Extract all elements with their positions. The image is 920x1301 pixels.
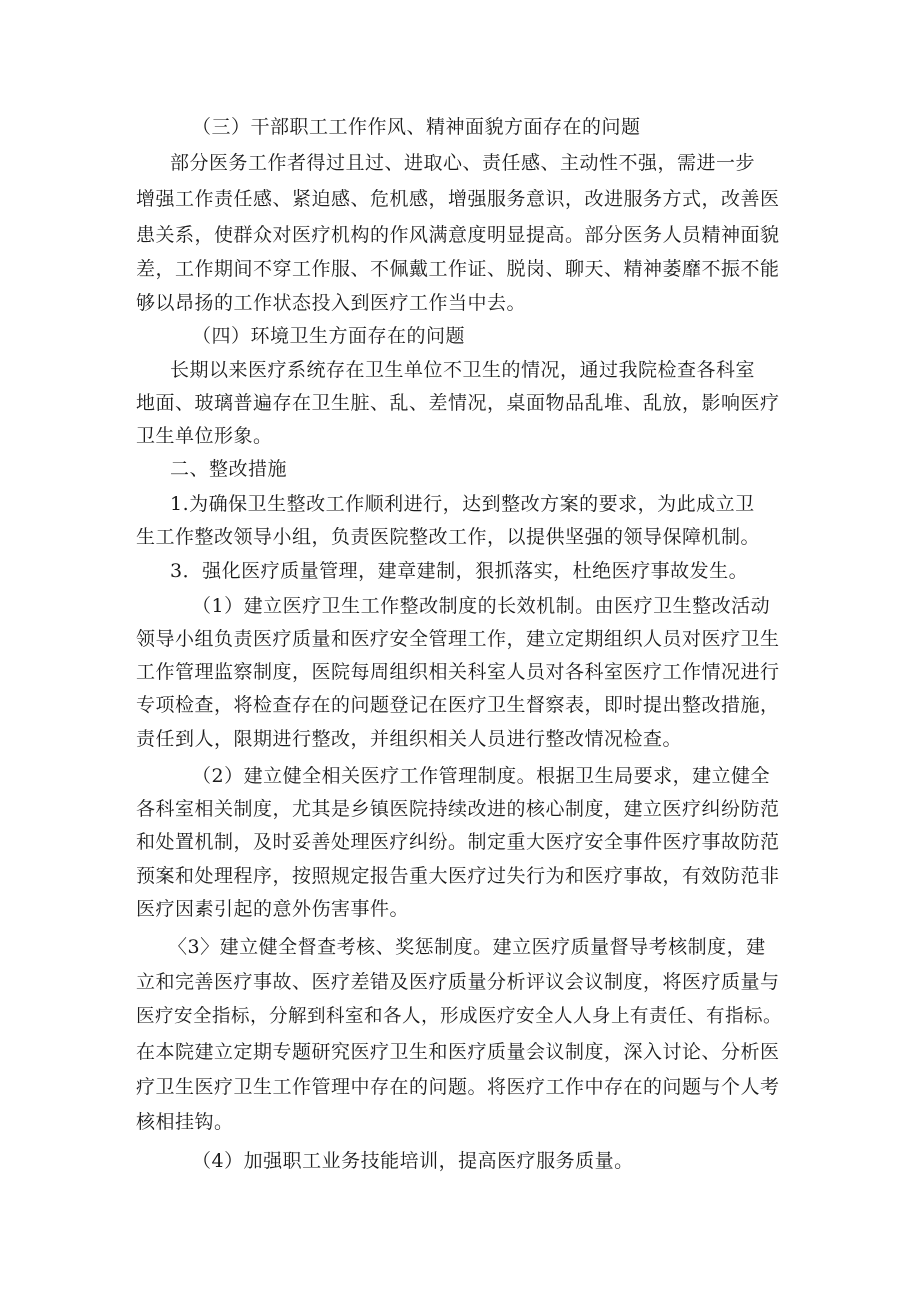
sub-1-line-2: 领导小组负责医疗质量和医疗安全管理工作，建立定期组织人员对医疗卫生 xyxy=(136,628,780,650)
sub-3-line-1: 〈3〉建立健全督查考核、奖惩制度。建立医疗质量督导考核制度，建 xyxy=(168,936,766,958)
heading-section-4: （四）环境卫生方面存在的问题 xyxy=(192,325,466,347)
sub-1-line-5: 责任到人，限期进行整改，并组织相关人员进行整改情况检查。 xyxy=(136,728,683,750)
paragraph-3-line-1: 部分医务工作者得过且过、进取心、责任感、主动性不强，需进一步 xyxy=(170,152,756,174)
paragraph-4-line-1: 长期以来医疗系统存在卫生单位不卫生的情况，通过我院检查各科室 xyxy=(170,359,756,381)
sub-3-line-4: 在本院建立定期专题研究医疗卫生和医疗质量会议制度，深入讨论、分析医 xyxy=(136,1041,780,1063)
sub-1-line-3: 工作管理监察制度，医院每周组织相关科室人员对各科室医疗工作情况进行 xyxy=(136,661,780,683)
sub-2-line-1: （2）建立健全相关医疗工作管理制度。根据卫生局要求，建立健全 xyxy=(192,765,771,787)
sub-3-line-5: 疗卫生医疗卫生工作管理中存在的问题。将医疗工作中存在的问题与个人考 xyxy=(136,1076,780,1098)
sub-3-line-3: 医疗安全指标，分解到科室和各人，形成医疗安全人人身上有责任、有指标。 xyxy=(136,1006,783,1027)
paragraph-4-line-2: 地面、玻璃普遍存在卫生脏、乱、差情况，桌面物品乱堆、乱放，影响医疗 xyxy=(136,392,780,414)
sub-2-line-4: 预案和处理程序，按照规定报告重大医疗过失行为和医疗事故，有效防范非 xyxy=(136,865,780,887)
sub-2-line-3: 和处置机制，及时妥善处理医疗纠纷。制定重大医疗安全事件医疗事故防范 xyxy=(136,831,780,853)
sub-1-line-1: （1）建立医疗卫生工作整改制度的长效机制。由医疗卫生整改活动 xyxy=(192,595,771,617)
sub-4: （4）加强职工业务技能培训，提高医疗服务质量。 xyxy=(192,1150,634,1172)
paragraph-4-line-3: 卫生单位形象。 xyxy=(136,425,273,447)
item-1-line-1: 1.为确保卫生整改工作顺利进行，达到整改方案的要求，为此成立卫 xyxy=(170,493,755,515)
sub-1-line-4: 专项检查，将检查存在的问题登记在医疗卫生督察表，即时提出整改措施， xyxy=(136,694,780,716)
paragraph-3-line-3: 患关系，使群众对医疗机构的作风满意度明显提高。部分医务人员精神面貌 xyxy=(136,224,780,246)
sub-2-line-2: 各科室相关制度，尤其是乡镇医院持续改进的核心制度，建立医疗纠纷防范 xyxy=(136,798,780,820)
item-1-line-2: 生工作整改领导小组，负责医院整改工作，以提供坚强的领导保障机制。 xyxy=(136,526,761,548)
sub-3-line-2: 立和完善医疗事故、医疗差错及医疗质量分析评议会议制度，将医疗质量与 xyxy=(136,971,780,993)
sub-2-line-5: 医疗因素引起的意外伤害事件。 xyxy=(136,898,410,920)
paragraph-3-line-4: 差，工作期间不穿工作服、不佩戴工作证、脱岗、聊天、精神萎靡不振不能 xyxy=(136,258,780,280)
paragraph-3-line-5: 够以昂扬的工作状态投入到医疗工作当中去。 xyxy=(136,292,527,314)
paragraph-3-line-2: 增强工作责任感、紧迫感、危机感，增强服务意识，改进服务方式，改善医 xyxy=(136,188,780,210)
item-3: 3．强化医疗质量管理，建章建制，狠抓落实，杜绝医疗事故发生。 xyxy=(170,560,749,582)
heading-measures: 二、整改措施 xyxy=(170,458,288,480)
sub-3-line-6: 核相挂钩。 xyxy=(136,1111,234,1133)
heading-section-3: （三）干部职工工作作风、精神面貌方面存在的问题 xyxy=(192,116,641,138)
